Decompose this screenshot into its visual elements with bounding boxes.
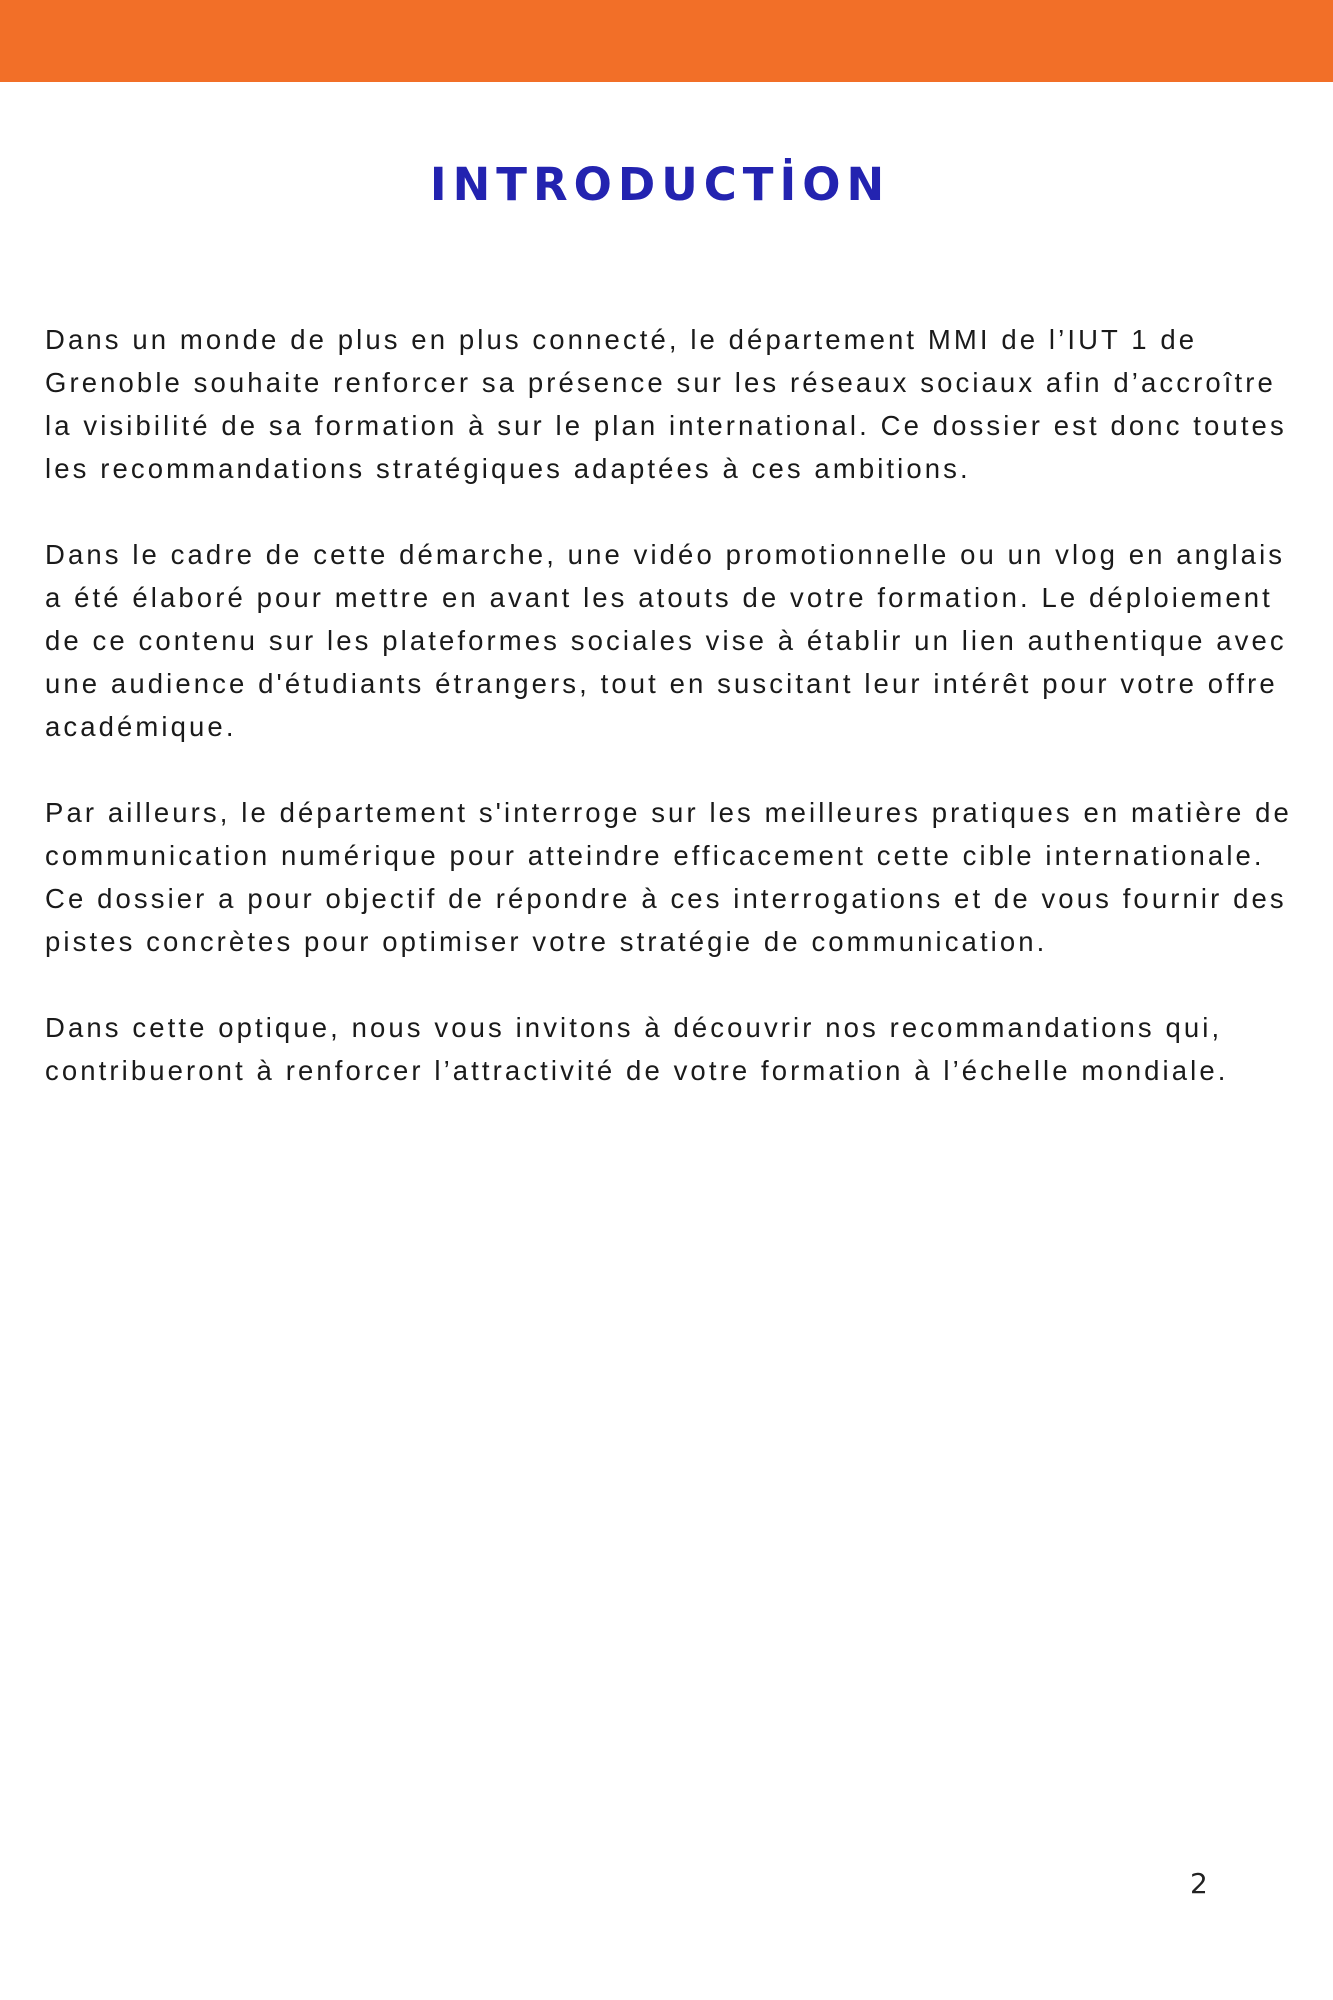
paragraph-3: Par ailleurs, le département s'interroge sur les meilleures pratiques en matière de communication numérique pour atteindre efficacement cette cible internationale. Ce dossier a pour objectif de répondre à ces interrogations et de vous fournir des pistes concrètes pour optimiser votre stratégie de communication. bbox=[45, 797, 1292, 957]
paragraph-1: Dans un monde de plus en plus connecté, le département MMI de l’IUT 1 de Grenoble souhaite renforcer sa présence sur les réseaux sociaux afin d’accroître la visibilité de sa formation à sur le plan international. Ce dossier est donc toutes les recommandations stratégiques adaptées à ces ambitions. bbox=[45, 324, 1287, 484]
page-title: INTRODUCTİON bbox=[429, 158, 891, 211]
header-band bbox=[0, 0, 1333, 82]
introduction-body bbox=[45, 318, 1295, 1135]
paragraph-4: Dans cette optique, nous vous invitons à découvrir nos recommandations qui, contribueront à renforcer l’attractivité de votre formation à l’échelle mondiale. bbox=[45, 1012, 1229, 1086]
page-number: 2 bbox=[1190, 1867, 1208, 1900]
paragraph-2: Dans le cadre de cette démarche, une vidéo promotionnelle ou un vlog en anglais a été élaboré pour mettre en avant les atouts de votre formation. Le déploiement de ce contenu sur les plateformes sociales vise à établir un lien authentique avec une audience d'étudiants étrangers, tout en suscitant leur intérêt pour votre offre académique. bbox=[45, 539, 1287, 742]
